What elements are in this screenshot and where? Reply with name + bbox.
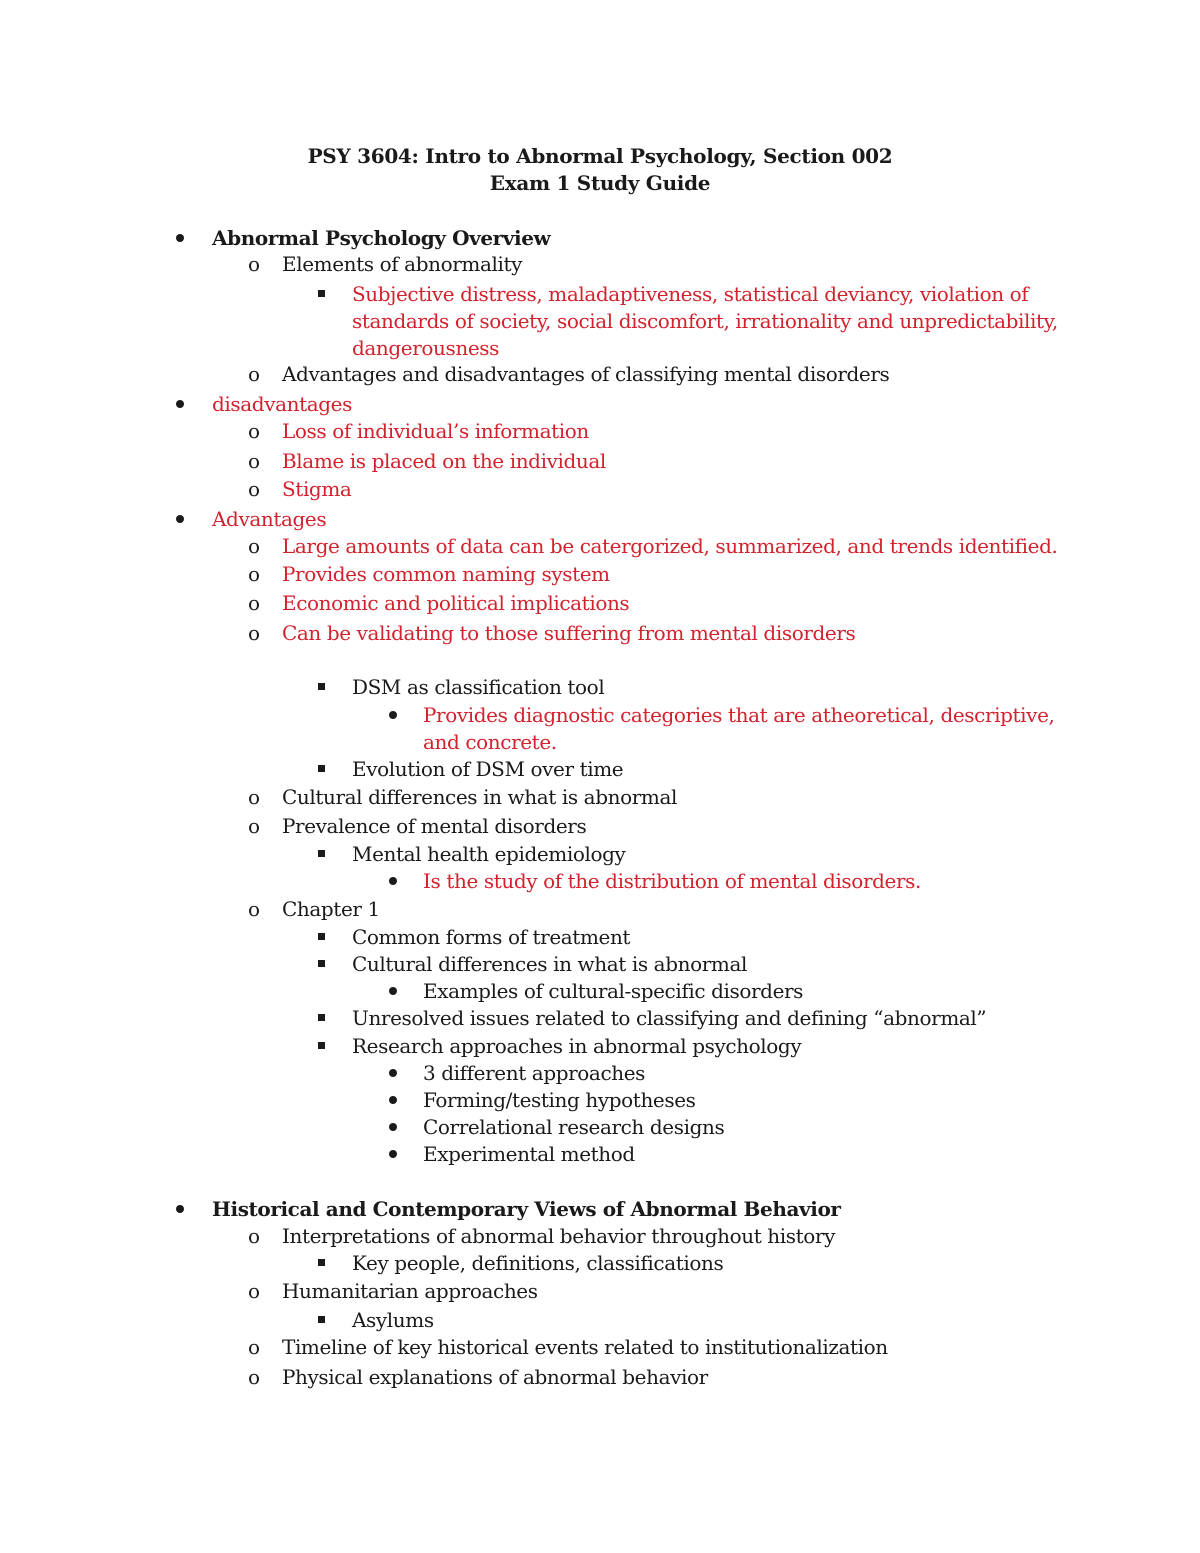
bullet-circle-icon: o — [248, 1279, 261, 1303]
outline-item: Cultural differences in what is abnormal — [352, 952, 747, 976]
bullet-circle-icon: o — [248, 591, 261, 615]
outline-heading: Advantages — [212, 507, 327, 531]
outline-item: Timeline of key historical events related to institutionalization — [282, 1335, 888, 1359]
outline-item: Provides diagnostic categories that are atheoretical, descriptive, — [423, 703, 1055, 727]
outline-item: DSM as classification tool — [352, 675, 605, 699]
bullet-dot-icon — [389, 1114, 397, 1131]
outline-item: Common forms of treatment — [352, 925, 631, 949]
bullet-dot-icon — [176, 391, 184, 408]
outline-item: Interpretations of abnormal behavior throughout history — [282, 1224, 835, 1248]
outline-item: Asylums — [352, 1308, 434, 1332]
bullet-circle-icon: o — [248, 534, 261, 558]
bullet-dot-icon — [389, 1141, 397, 1158]
outline-heading: disadvantages — [212, 392, 352, 416]
outline-item: Elements of abnormality — [282, 252, 522, 276]
outline-item: Cultural differences in what is abnormal — [282, 785, 677, 809]
outline-item: dangerousness — [352, 336, 500, 360]
outline-item: Physical explanations of abnormal behavior — [282, 1365, 708, 1389]
bullet-dot-icon — [389, 868, 397, 885]
outline-item: Correlational research designs — [423, 1115, 725, 1139]
outline-item: Is the study of the distribution of mental disorders. — [423, 869, 921, 893]
bullet-circle-icon: o — [248, 562, 261, 586]
outline-item: and concrete. — [423, 730, 557, 754]
bullet-dot-icon — [176, 1196, 184, 1213]
outline-item: standards of society, social discomfort, irrationality and unpredictability, — [352, 309, 1058, 333]
outline-item: Large amounts of data can be catergorized, summarized, and trends identified. — [282, 534, 1058, 558]
outline-item: Unresolved issues related to classifying and defining “abnormal” — [352, 1006, 987, 1030]
outline-item: Economic and political implications — [282, 591, 630, 615]
outline-item: Chapter 1 — [282, 897, 380, 921]
outline-item: Forming/testing hypotheses — [423, 1088, 696, 1112]
outline-item: Research approaches in abnormal psychology — [352, 1034, 802, 1058]
outline-item: Evolution of DSM over time — [352, 757, 624, 781]
outline-item: Humanitarian approaches — [282, 1279, 538, 1303]
bullet-circle-icon: o — [248, 814, 261, 838]
bullet-circle-icon: o — [248, 419, 261, 443]
bullet-square-icon — [318, 756, 325, 772]
bullet-circle-icon: o — [248, 1335, 261, 1359]
outline-heading: Abnormal Psychology Overview — [212, 226, 551, 250]
bullet-circle-icon: o — [248, 1365, 261, 1389]
outline-item: Stigma — [282, 477, 352, 501]
outline-item: Experimental method — [423, 1142, 635, 1166]
bullet-circle-icon: o — [248, 621, 261, 645]
outline-item: Prevalence of mental disorders — [282, 814, 587, 838]
outline-item: Advantages and disadvantages of classifying mental disorders — [282, 362, 890, 386]
bullet-circle-icon: o — [248, 477, 261, 501]
bullet-circle-icon: o — [248, 1224, 261, 1248]
outline-item: Provides common naming system — [282, 562, 610, 586]
bullet-circle-icon: o — [248, 362, 261, 386]
bullet-square-icon — [318, 951, 325, 967]
bullet-square-icon — [318, 674, 325, 690]
bullet-circle-icon: o — [248, 449, 261, 473]
bullet-dot-icon — [176, 506, 184, 523]
bullet-square-icon — [318, 924, 325, 940]
bullet-circle-icon: o — [248, 897, 261, 921]
bullet-square-icon — [318, 1250, 325, 1266]
outline-item: 3 different approaches — [423, 1061, 646, 1085]
outline-heading: Historical and Contemporary Views of Abnormal Behavior — [212, 1197, 841, 1221]
bullet-square-icon — [318, 841, 325, 857]
bullet-square-icon — [318, 1307, 325, 1323]
outline-item: Examples of cultural-specific disorders — [423, 979, 804, 1003]
document-subtitle: Exam 1 Study Guide — [489, 171, 711, 195]
bullet-dot-icon — [389, 978, 397, 995]
bullet-dot-icon — [389, 702, 397, 719]
bullet-dot-icon — [389, 1087, 397, 1104]
bullet-circle-icon: o — [248, 252, 261, 276]
bullet-square-icon — [318, 1005, 325, 1021]
bullet-circle-icon: o — [248, 785, 261, 809]
bullet-dot-icon — [176, 225, 184, 242]
outline-item: Mental health epidemiology — [352, 842, 626, 866]
bullet-square-icon — [318, 281, 325, 297]
document-title: PSY 3604: Intro to Abnormal Psychology, Section 002 — [307, 144, 893, 168]
bullet-square-icon — [318, 1033, 325, 1049]
outline-item: Subjective distress, maladaptiveness, statistical deviancy, violation of — [352, 282, 1029, 306]
outline-item: Key people, definitions, classifications — [352, 1251, 724, 1275]
outline-item: Can be validating to those suffering from mental disorders — [282, 621, 856, 645]
bullet-dot-icon — [389, 1060, 397, 1077]
outline-item: Blame is placed on the individual — [282, 449, 606, 473]
outline-item: Loss of individual’s information — [282, 419, 589, 443]
